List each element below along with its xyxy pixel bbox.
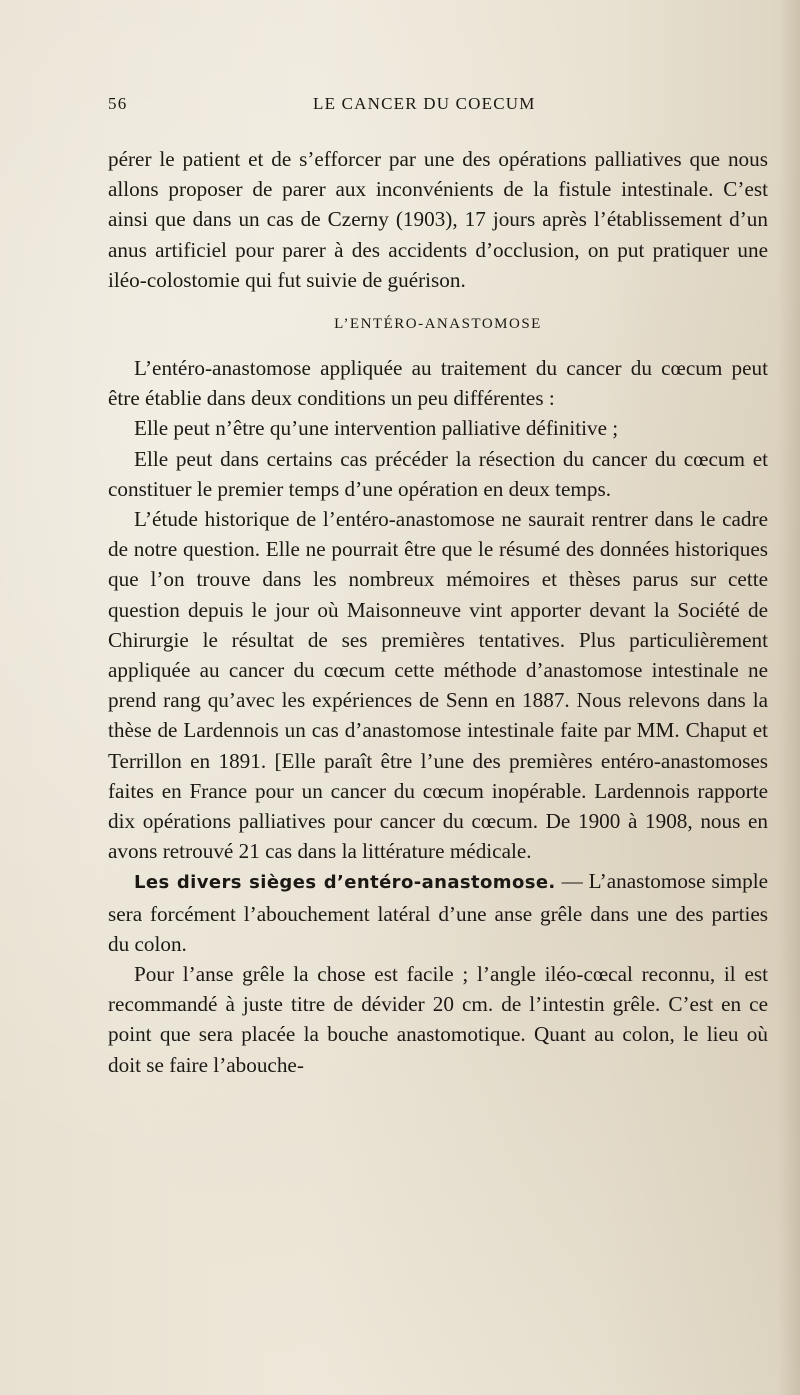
section-paragraph-3: Elle peut dans certains cas précéder la résection du cancer du cœcum et constituer le premier temps d’une opération en deux temps.	[108, 446, 768, 501]
subsection-title: Les divers sièges d’entéro-anastomose.	[134, 872, 556, 894]
page-edge-shadow	[778, 0, 800, 1395]
opening-paragraph: pérer le patient et de s’efforcer par une des opérations palliatives que nous allons proposer de parer aux inconvénients de la fistule intestinale. C’est ainsi que dans un cas de Czerny (1903), 17 jours après l’établissement d’un anus artificiel pour parer à des accidents d’occlusion, on put pratiquer une iléo-colostomie qui fut suivie de guérison.	[108, 147, 768, 292]
page-number: 56	[108, 94, 128, 113]
subsection-paragraph	[108, 866, 768, 959]
subsection-text: — L’anastomose simple sera forcément l’abouchement latéral d’une anse grêle dans une des parties du colon.	[108, 869, 768, 956]
section-paragraph-1: L’entéro-anastomose appliquée au traitement du cancer du cœcum peut être établie dans deux conditions un peu différentes :	[108, 356, 768, 411]
closing-paragraph: Pour l’anse grêle la chose est facile ; l’angle iléo-cœcal reconnu, il est recommandé à juste titre de dévider 20 cm. de l’intestin grêle. C’est en ce point que sera placée la bouche anastomotique. Quant au colon, le lieu où doit se faire l’abouche-	[108, 962, 768, 1077]
section-heading: L’ENTÉRO-ANASTOMOSE	[334, 316, 542, 333]
running-head	[108, 94, 768, 124]
section-paragraph-2: Elle peut n’être qu’une intervention palliative définitive ;	[134, 416, 619, 441]
section-paragraph-4: L’étude historique de l’entéro-anastomose ne saurait rentrer dans le cadre de notre question. Elle ne pourrait être que le résumé des données historiques que l’on trouve dans les nombreux mémoires et thèses parus sur cette question depuis le jour où Maisonneuve vint apporter devant la Société de Chirurgie le résultat de ses premières tentatives. Plus particulièrement appliquée au cancer du cœcum cette méthode d’anastomose intestinale ne prend rang qu’avec les expériences de Senn en 1887. Nous relevons dans la thèse de Lardennois un cas d’anastomose intestinale faite par MM. Chaput et Terrillon en 1891. [Elle paraît être l’une des premières entéro-anastomoses faites en France pour un cancer du cœcum inopérable. Lardennois rapporte dix opérations palliatives pour cancer du cœcum. De 1900 à 1908, nous en avons retrouvé 21 cas dans la littérature médicale.	[108, 507, 768, 864]
running-title: LE CANCER DU COECUM	[313, 94, 536, 113]
body-text	[108, 144, 768, 1080]
